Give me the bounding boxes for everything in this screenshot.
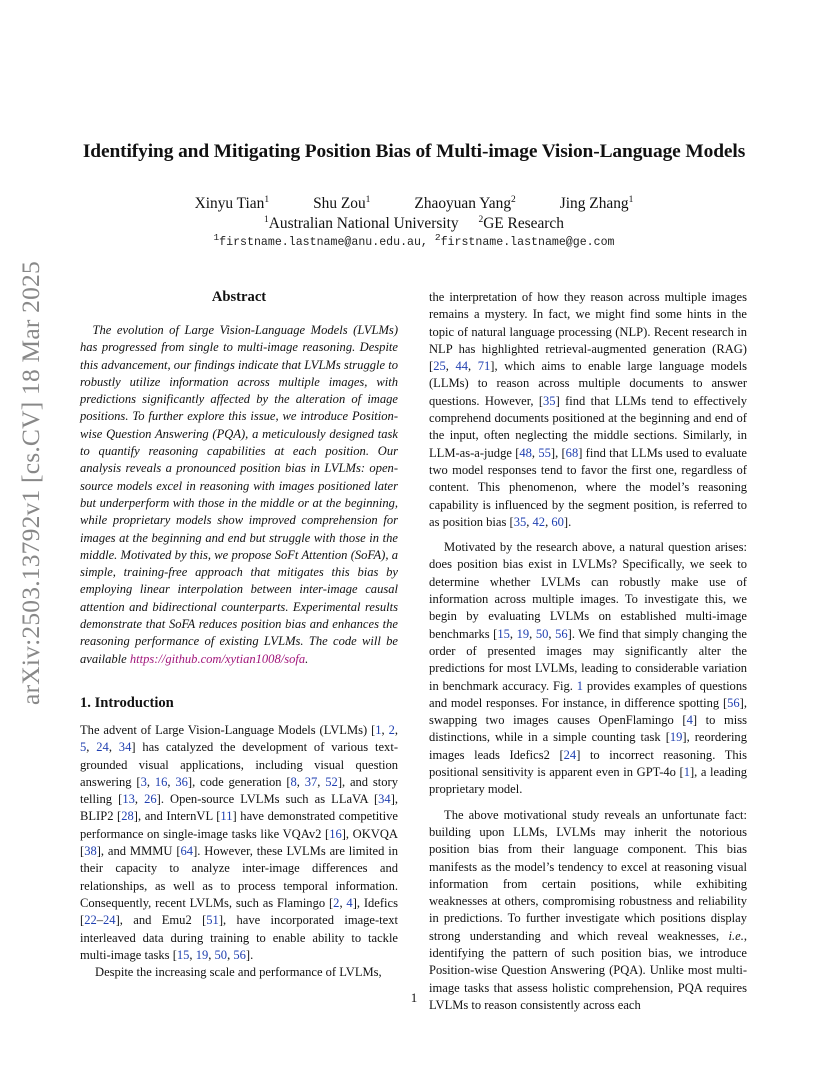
citation-link[interactable]: 19	[195, 947, 209, 962]
page-number: 1	[410, 990, 418, 1005]
author-list	[0, 195, 828, 213]
citation-link[interactable]: 1	[683, 765, 690, 780]
citation-link[interactable]: 16	[154, 774, 168, 789]
affiliation: $^1$Australian National University	[264, 214, 459, 232]
citation-link[interactable]: 2	[388, 723, 395, 737]
citation-link[interactable]: 55	[538, 445, 551, 460]
text-run: ,	[509, 626, 517, 641]
text-run: ,	[445, 359, 456, 374]
citation-link[interactable]: 15	[176, 947, 190, 962]
text-run: Motivated by the research above, a natural question arises: does position bias exist in LVLMs? Specifically, we seek to determine whether LVLMs can robustly make use of information across multiple images. To investigate this, we begin by evaluating LVLMs on established multi-image benchmarks [	[429, 540, 747, 641]
text-run: ,	[227, 947, 234, 962]
text-run: ,	[167, 774, 176, 789]
text-run: ], OKVQA [	[80, 826, 398, 859]
affiliations	[0, 215, 828, 233]
right-column-body	[429, 289, 747, 1014]
citation-link[interactable]: 38	[84, 844, 97, 859]
text-run: ], swapping two images causes OpenFlamingo [	[429, 695, 747, 728]
citation-link[interactable]: 1	[576, 678, 584, 693]
author: Xinyu Tian$^1$	[194, 194, 270, 212]
arxiv-identifier-text: arXiv:2503.13792v1 [cs.CV] 18 Mar 2025	[16, 261, 46, 705]
text-run: ,	[529, 626, 536, 641]
citation-link[interactable]: 68	[565, 445, 579, 460]
paper-title: Identifying and Mitigating Position Bias of Multi-image Vision-Language Models	[82, 141, 746, 162]
author: Jing Zhang$^1$	[559, 194, 634, 212]
text-run: ,	[548, 626, 556, 641]
citation-link[interactable]: 44	[455, 359, 469, 374]
citation-link[interactable]: 51	[206, 913, 219, 928]
text-run: ], Idefics [	[80, 895, 398, 928]
text-run: ], and MMMU [	[96, 844, 181, 859]
paragraph: Despite the increasing scale and performance of LVLMs,	[95, 965, 382, 980]
text-run: The advent of Large Vision-Language Models (LVLMs) [	[80, 723, 376, 737]
text-run: ,	[208, 947, 215, 962]
introduction-body	[80, 722, 398, 981]
citation-link[interactable]: 19	[516, 626, 530, 641]
text-run: ,	[189, 947, 196, 962]
text-run: ], reordering images leads Idefics2 [	[429, 730, 747, 762]
text-run: ].	[563, 514, 572, 529]
citation-link[interactable]: 25	[433, 359, 446, 374]
citation-link[interactable]: 2	[333, 895, 340, 910]
citation-link[interactable]: 37	[304, 774, 318, 789]
text-run: The above motivational study reveals an unfortunate fact: building upon LLMs, LVLMs may inherit the notorious position bias from their language component. This bias manifests as the model’s tendency to excel at reasoning visual information from certain positions, while exhibiting weaknesses at others, compromising robustness and reliability in predictions. To further investigate which positions display strong understanding and which reveal weaknesses,	[429, 807, 747, 943]
text-run: ,	[339, 895, 347, 910]
citation-link[interactable]: 13	[122, 792, 135, 807]
email: $^1$firstname.lastname@anu.edu.au,	[213, 232, 428, 249]
text-run: ], which aims to enable large language models (LLMs) to reason across multiple documents to answer questions. However, [	[429, 359, 747, 408]
text-run: the interpretation of how they reason across multiple images remains a mystery. In fact, we might find some hints in the topic of natural language processing (NLP). Recent research in NLP has highlighted retrieval-augmented generation (RAG) [	[429, 290, 747, 374]
text-run: ], and story telling [	[80, 774, 398, 807]
citation-link[interactable]: 42	[532, 514, 546, 529]
paragraph	[80, 722, 398, 964]
code-link[interactable]: https://github.com/xytian1008/sofa	[129, 651, 306, 666]
citation-link[interactable]: 3	[140, 774, 147, 789]
author: Zhaoyuan Yang$^2$	[414, 194, 516, 212]
text-run: ,	[296, 774, 305, 789]
text-run: ], and Emu2 [	[115, 913, 207, 928]
citation-link[interactable]: 16	[329, 826, 342, 841]
text-run: ,	[134, 792, 145, 807]
author-emails	[0, 232, 828, 249]
citation-link[interactable]: 1	[375, 723, 382, 737]
abstract-paragraph: The evolution of Large Vision-Language Models (LVLMs) has progressed from single to multi-image reasoning. Despite this advancement, our findings indicate that LVLMs struggle to robustly utilize information across multiple images, with predictions significantly affected by the alteration of image positions. To further explore this issue, we introduce Position-wise Question Answering (PQA), a meticulously designed task to quantify reasoning capabilities at each position. Our analysis reveals a pronounced position bias in LVLMs: open-source models excel in reasoning with images positioned later but underperform with those in the middle or at the beginning, while proprietary models show improved comprehension for images at the beginning and end but struggle with those in the middle. Motivated by this, we propose SoFt Attention (SoFA), a simple, training-free approach that mitigates this bias by employing linear interpolation between inter-image causal attention and bidirectional counterparts. Experimental results demonstrate that SoFA reduces position bias and enhances the reasoning performance of existing LVLMs. The code will be available https://github.com/xytian1008/sofa.	[80, 323, 398, 666]
text-run: ,	[545, 514, 552, 529]
citation-link[interactable]: 24	[103, 913, 116, 928]
paragraph	[429, 539, 747, 798]
citation-link[interactable]: 4	[346, 895, 353, 910]
abstract-body	[80, 322, 398, 668]
citation-link[interactable]: 24	[96, 740, 109, 755]
text-run: ]. Open-source LVLMs such as LLaVA [	[156, 792, 379, 807]
paragraph	[429, 289, 747, 531]
arxiv-identifier	[14, 261, 48, 705]
citation-link[interactable]: 4	[686, 713, 693, 728]
text-run: ,	[468, 359, 478, 374]
text-run: ] to incorrect reasoning. This positional sensitivity is apparent even in GPT-4o [	[429, 747, 747, 780]
citation-link[interactable]: 35	[543, 393, 556, 408]
citation-link[interactable]: 56	[727, 695, 740, 710]
text-run: ,	[394, 723, 398, 737]
text-run: ], a leading proprietary model.	[429, 765, 747, 797]
text-run: ,	[526, 514, 533, 529]
affiliation: $^2$GE Research	[478, 214, 564, 232]
citation-link[interactable]: 35	[513, 514, 527, 529]
abstract-heading: Abstract	[211, 289, 267, 305]
citation-link[interactable]: 5	[80, 740, 87, 755]
citation-link[interactable]: 71	[477, 359, 491, 374]
citation-link[interactable]: 22	[84, 913, 97, 928]
text-run: ] has catalyzed the development of various text-grounded visual applications, including visual question answering [	[80, 740, 398, 789]
text-run: ]. However, these LVLMs are limited in their capacity to analyze inter-image differences and relationships, as well as to process temporal information. Consequently, recent LVLMs, such as Flamingo [	[80, 844, 398, 910]
citation-link[interactable]: 11	[220, 809, 233, 824]
text-run: ] have demonstrated competitive performance on single-image tasks like VQAv2 [	[80, 809, 398, 841]
citation-link[interactable]: 26	[144, 792, 157, 807]
citation-link[interactable]: 34	[118, 740, 132, 755]
text-run: ,	[86, 740, 97, 755]
text-run: ,	[531, 445, 539, 460]
text-run: ], [	[550, 445, 566, 460]
text-run: ,	[381, 723, 389, 737]
emphasis-text: i.e.	[728, 928, 744, 943]
citation-link[interactable]: 24	[563, 747, 577, 762]
email: $^2$firstname.lastname@ge.com	[434, 232, 615, 249]
text-run: ].	[245, 947, 254, 962]
text-run: ], have incorporated image-text interleaved data during training to enable ability to tackle multi-image tasks [	[80, 913, 398, 962]
author: Shu Zou$^1$	[313, 194, 371, 212]
text-run: ], and InternVL [	[133, 809, 221, 824]
citation-link[interactable]: 64	[180, 844, 194, 859]
citation-link[interactable]: 15	[497, 626, 510, 641]
text-run: –	[96, 913, 104, 928]
citation-link[interactable]: 60	[551, 514, 564, 529]
citation-link[interactable]: 56	[555, 626, 568, 641]
text-run: ,	[146, 774, 155, 789]
citation-link[interactable]: 48	[519, 445, 532, 460]
text-run: ,	[317, 774, 326, 789]
citation-link[interactable]: 52	[325, 774, 338, 789]
citation-link[interactable]: 50	[535, 626, 549, 641]
text-run: ] to miss distinctions, while in a simple counting task [	[429, 713, 747, 745]
section-heading-introduction: 1. Introduction	[80, 695, 174, 711]
text-run: ] find that LLMs tend to effectively comprehend documents positioned at the beginning and end of the input, often neglecting the middle sections. Similarly, in LLM-as-a-judge [	[429, 393, 747, 460]
citation-link[interactable]: 28	[121, 809, 134, 824]
text-run: , identifying the pattern of such position bias, we introduce Position-wise Question Answering (PQA). Unlike most multi-image tasks that assess holistic comprehension, PQA requires LVLMs to reason consistently across each	[429, 928, 747, 1012]
citation-link[interactable]: 19	[669, 730, 683, 745]
citation-link[interactable]: 34	[378, 792, 391, 807]
citation-link[interactable]: 8	[290, 774, 297, 789]
citation-link[interactable]: 56	[233, 947, 246, 962]
text-run: ,	[108, 740, 119, 755]
text-run: ]. We find that simply changing the order of presented images may significantly alter the predictions for most LVLMs, leading to considerable variation in benchmark accuracy. Fig.	[429, 626, 747, 693]
citation-link[interactable]: 36	[175, 774, 188, 789]
text-run: ], code generation [	[187, 774, 291, 789]
text-run: ], BLIP2 [	[80, 792, 399, 824]
paragraph	[429, 807, 747, 1015]
text-run: ] find that LLMs used to evaluate two model responses tend to favor the first one, regardless of content. This phenomenon, where the model’s reasoning capability is influenced by the segment position, is referred to as position bias [	[429, 445, 747, 529]
text-run: provides examples of questions and model responses. For instance, in difference spotting [	[429, 678, 747, 710]
citation-link[interactable]: 50	[214, 947, 228, 962]
